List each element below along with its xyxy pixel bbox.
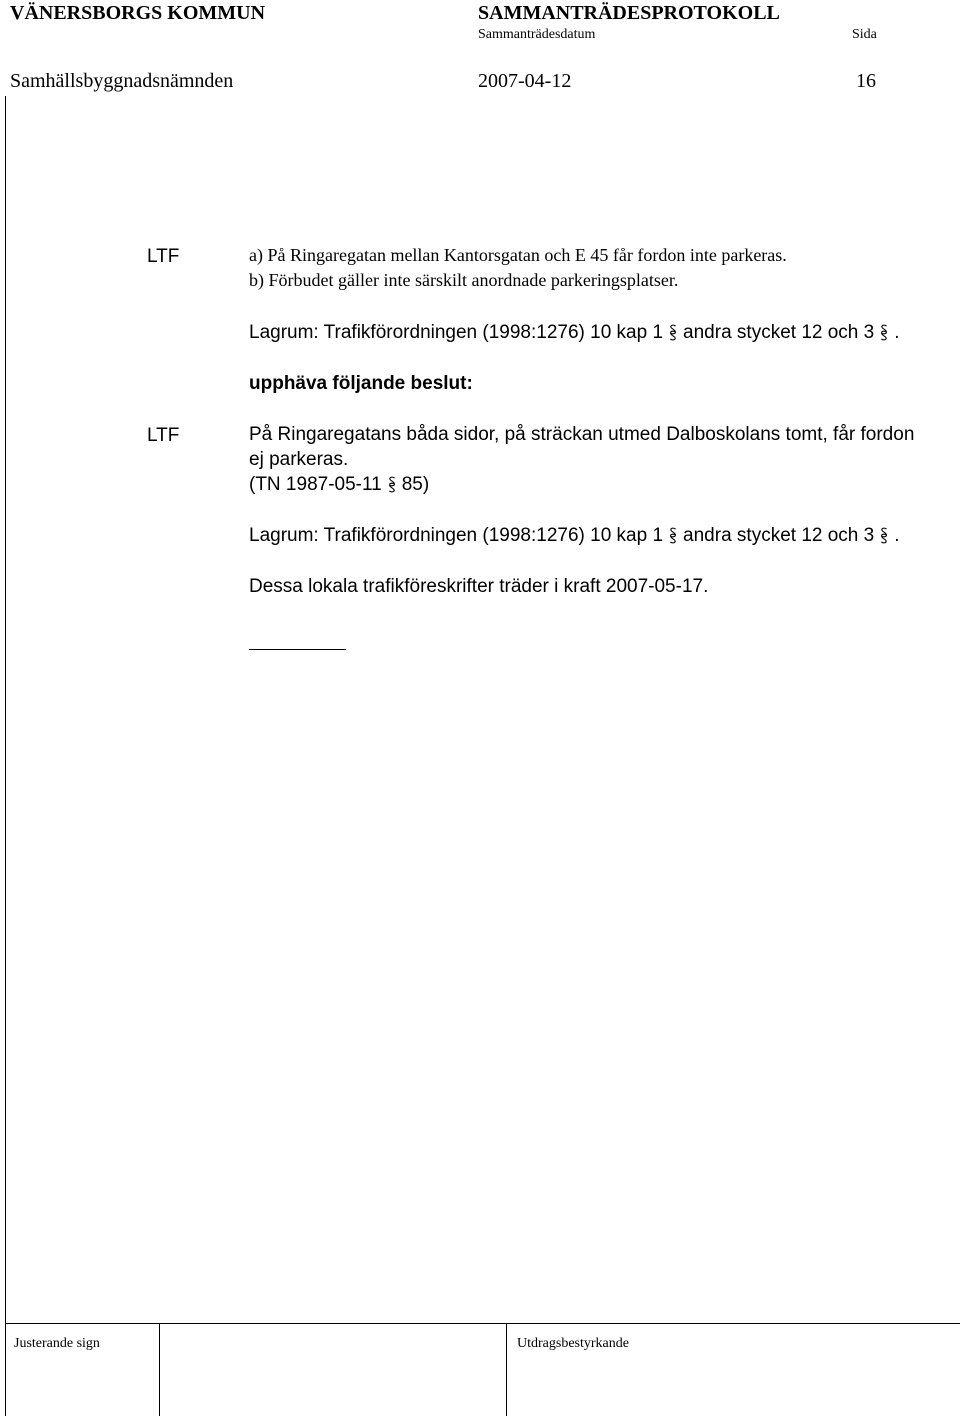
regulation-line-b: b) Förbudet gäller inte särskilt anordnade parkeringsplatser.: [249, 270, 679, 290]
footer-divider: [506, 1323, 507, 1416]
decision-reference-suffix: 85): [401, 474, 430, 495]
organization-name: VÄNERSBORGS KOMMUN: [10, 2, 266, 24]
legal-basis-2-suffix: andra stycket 12 och 3: [683, 525, 875, 546]
section-sign-icon: [880, 324, 888, 341]
page-number: 16: [856, 70, 876, 92]
meeting-date-label: Sammanträdesdatum: [478, 27, 596, 42]
decision-reference-text: (TN 1987-05-11: [249, 474, 382, 495]
legal-basis-1: [249, 322, 900, 344]
section-sign-icon: [388, 476, 396, 493]
legal-basis-1-text: Lagrum: Trafikförordningen (1998:1276) 10 kap 1: [249, 322, 664, 343]
adjusting-signature-label: Justerande sign: [14, 1336, 100, 1351]
section-sign-icon: [669, 527, 677, 544]
legal-basis-2-end: .: [894, 525, 900, 546]
regulation-line-a: a) På Ringaregatan mellan Kantorsgatan och E 45 får fordon inte parkeras.: [249, 245, 787, 265]
section-marker-ltf: LTF: [147, 246, 180, 267]
section-sign-icon: [880, 527, 888, 544]
left-margin-rule: [5, 96, 6, 1416]
repeal-heading: upphäva följande beslut:: [249, 373, 473, 394]
section-sign-icon: [669, 324, 677, 341]
legal-basis-2-text: Lagrum: Trafikförordningen (1998:1276) 10 kap 1: [249, 525, 664, 546]
decision-reference: [249, 474, 429, 496]
legal-basis-2: [249, 525, 900, 547]
page-label: Sida: [852, 27, 877, 42]
footer-top-rule: [5, 1323, 960, 1324]
legal-basis-1-end: .: [894, 322, 900, 343]
repealed-decision-line-2: ej parkeras.: [249, 449, 349, 470]
legal-basis-1-suffix: andra stycket 12 och 3: [683, 322, 875, 343]
meeting-date: 2007-04-12: [478, 70, 572, 92]
document-type: SAMMANTRÄDESPROTOKOLL: [478, 2, 780, 24]
footer-divider: [159, 1323, 160, 1416]
extract-certification-label: Utdragsbestyrkande: [517, 1336, 629, 1351]
committee-name: Samhällsbyggnadsnämnden: [10, 70, 234, 92]
end-rule: [249, 649, 346, 650]
repealed-decision-line-1: På Ringaregatans båda sidor, på sträckan utmed Dalboskolans tomt, får fordon: [249, 424, 915, 445]
effective-date-statement: Dessa lokala trafikföreskrifter träder i kraft 2007-05-17.: [249, 576, 709, 597]
section-marker-ltf: LTF: [147, 425, 180, 446]
